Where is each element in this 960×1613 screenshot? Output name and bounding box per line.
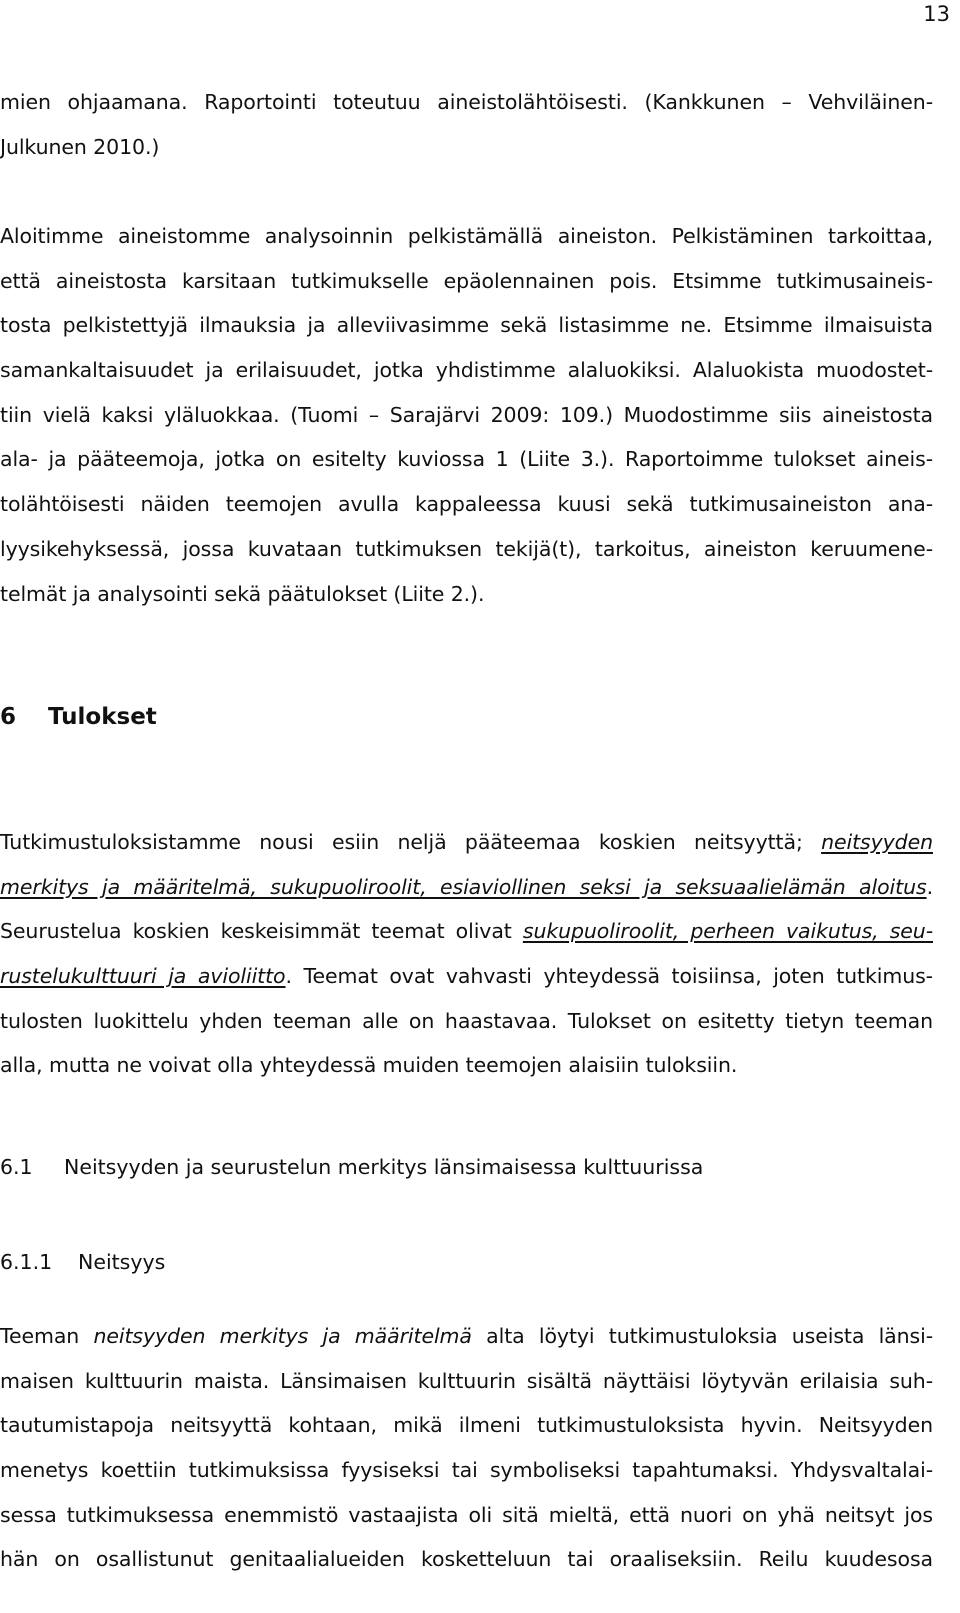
section-heading-results [0, 704, 157, 730]
text-run: Seurustelua koskien keskeisimmät teemat olivat [0, 919, 523, 944]
paragraph-results-intro [0, 820, 933, 1088]
text-line [0, 954, 933, 999]
text-line: Aloitimme aineistomme analysoinnin pelkistämällä aineiston. Pelkistäminen tarkoittaa, [0, 224, 933, 248]
text-run: alta löytyi tutkimustuloksia useista länsi- [471, 1324, 934, 1348]
subsection-title: Neitsyyden ja seurustelun merkitys länsimaisessa kulttuurissa [64, 1155, 704, 1179]
section-number: 6 [0, 704, 17, 730]
text-line: tolähtöisesti näiden teemojen avulla kappaleessa kuusi sekä tutkimusaineiston ana- [0, 492, 933, 517]
subsubsection-number: 6.1.1 [0, 1250, 53, 1274]
emphasis-text: merkitys ja määritelmä, sukupuoliroolit, esiaviollinen seksi ja seksuaalielämän aloitus [0, 874, 927, 899]
text-line: maisen kulttuurin maista. Länsimaisen kulttuurin sisältä näyttäisi löytyvän erilaisia suh- [0, 1368, 933, 1393]
text-line: tulosten luokittelu yhden teeman alle on haastavaa. Tulokset on esitetty tietyn teeman [0, 1008, 933, 1033]
subsection-number: 6.1 [0, 1155, 33, 1179]
text-line: tosta pelkistettyjä ilmauksia ja alleviivasimme sekä listasimme ne. Etsimme ilmaisuista [0, 313, 933, 338]
subsubsection-title: Neitsyys [78, 1250, 166, 1274]
text-run: . Teemat ovat vahvasti yhteydessä toisiinsa, joten tutkimus- [285, 964, 933, 989]
subsection-heading [0, 1155, 703, 1179]
subsubsection-heading [0, 1250, 165, 1274]
text-run: . [926, 874, 933, 899]
paragraph-virginity [0, 1314, 933, 1582]
section-title: Tulokset [48, 704, 157, 730]
text-line [0, 865, 933, 910]
paragraph-analysis [0, 214, 933, 616]
paragraph-reporting [0, 80, 933, 169]
text-line [0, 820, 933, 865]
text-line: ala- ja pääteemoja, jotka on esitelty kuviossa 1 (Liite 3.). Raportoimme tulokset aineis- [0, 447, 933, 472]
text-line: mien ohjaamana. Raportointi toteutuu aineistolähtöisesti. (Kankkunen – Vehviläinen- [0, 90, 933, 114]
emphasis-text: rustelukulttuuri ja avioliitto [0, 964, 286, 989]
text-line: tiin vielä kaksi yläluokkaa. (Tuomi – Sarajärvi 2009: 109.) Muodostimme siis aineistosta [0, 402, 933, 427]
emphasis-text: neitsyyden merkitys ja määritelmä [93, 1324, 472, 1348]
page-number: 13 [923, 2, 950, 26]
emphasis-text: sukupuoliroolit, perheen vaikutus, seu- [522, 919, 933, 944]
text-line: sessa tutkimuksessa enemmistö vastaajista oli sitä mieltä, että nuori on yhä neitsyt jos [0, 1502, 933, 1527]
text-line: että aineistosta karsitaan tutkimukselle epäolennainen pois. Etsimme tutkimusaineis- [0, 268, 933, 293]
emphasis-text: neitsyyden [821, 830, 933, 854]
text-line [0, 909, 933, 954]
text-line: Julkunen 2010.) [0, 134, 160, 159]
text-line: telmät ja analysointi sekä päätulokset (Liite 2.). [0, 581, 485, 606]
text-line: alla, mutta ne voivat olla yhteydessä muiden teemojen alaisiin tuloksiin. [0, 1053, 738, 1078]
text-line: lyysikehyksessä, jossa kuvataan tutkimuksen tekijä(t), tarkoitus, aineiston keruumene- [0, 536, 933, 561]
text-line: tautumistapoja neitsyyttä kohtaan, mikä ilmeni tutkimustuloksista hyvin. Neitsyyden [0, 1413, 933, 1438]
text-line [0, 1314, 933, 1359]
text-run: Teeman [0, 1324, 94, 1348]
text-line: hän on osallistunut genitaalialueiden kosketteluun tai oraaliseksiin. Reilu kuudesosa [0, 1547, 933, 1572]
text-line: menetys koettiin tutkimuksissa fyysiseksi tai symboliseksi tapahtumaksi. Yhdysvaltalai- [0, 1458, 933, 1483]
text-line: samankaltaisuudet ja erilaisuudet, jotka yhdistimme alaluokiksi. Alaluokista muodostet- [0, 358, 933, 383]
text-run: Tutkimustuloksistamme nousi esiin neljä pääteemaa koskien neitsyyttä; [0, 830, 822, 854]
